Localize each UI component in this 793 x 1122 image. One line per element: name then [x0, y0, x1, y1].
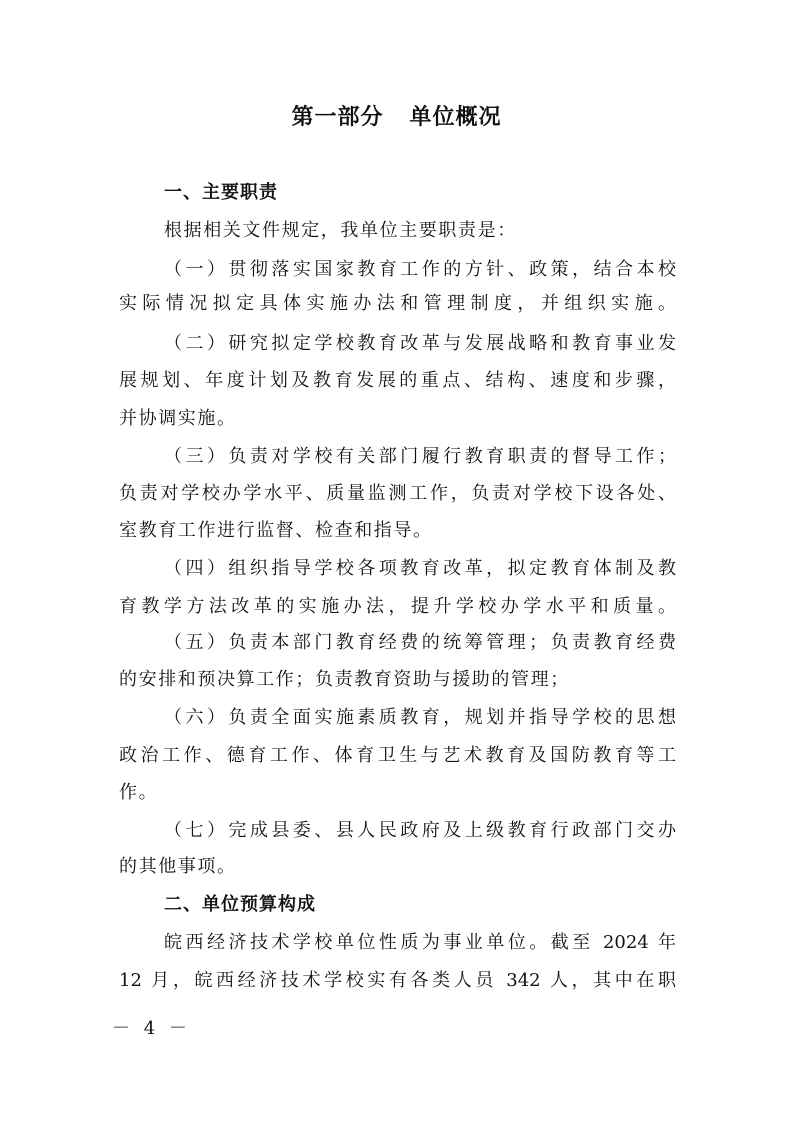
item-6-line-3: 作。 [119, 782, 159, 803]
title-part: 第一部分 [291, 105, 384, 130]
page-title [0, 101, 793, 135]
item-6-line-2: 政治工作、德育工作、体育卫生与艺术教育及国防教育等工 [119, 745, 676, 766]
item-6-line-1: （六）负责全面实施素质教育，规划并指导学校的思想 [164, 707, 676, 728]
item-3-line-3: 室教育工作进行监督、检查和指导。 [119, 520, 433, 541]
section-heading-budget: 二、单位预算构成 [164, 894, 316, 915]
item-1-line-1: （一）贯彻落实国家教育工作的方针、政策，结合本校 [164, 259, 676, 280]
item-4-line-1: （四）组织指导学校各项教育改革，拟定教育体制及教 [164, 558, 676, 579]
item-5-line-1: （五）负责本部门教育经费的统筹管理；负责教育经费 [164, 632, 676, 653]
title-name: 单位概况 [409, 105, 502, 130]
budget-line-2: 12 月，皖西经济技术学校实有各类人员 342 人，其中在职 [119, 970, 676, 991]
item-7-line-2: 的其他事项。 [119, 856, 237, 877]
item-1-line-2: 实际情况拟定具体实施办法和管理制度，并组织实施。 [119, 293, 676, 314]
intro-paragraph: 根据相关文件规定，我单位主要职责是： [164, 220, 517, 241]
item-2-line-3: 并协调实施。 [119, 408, 237, 429]
item-4-line-2: 育教学方法改革的实施办法，提升学校办学水平和质量。 [119, 596, 676, 617]
section-heading-duties: 一、主要职责 [164, 182, 278, 203]
item-3-line-2: 负责对学校办学水平、质量监测工作，负责对学校下设各处、 [119, 483, 676, 504]
item-7-line-1: （七）完成县委、县人民政府及上级教育行政部门交办 [164, 820, 676, 841]
item-3-line-1: （三）负责对学校有关部门履行教育职责的督导工作； [164, 446, 676, 467]
item-2-line-1: （二）研究拟定学校教育改革与发展战略和教育事业发 [164, 333, 676, 354]
item-5-line-2: 的安排和预决算工作；负责教育资助与援助的管理； [119, 669, 570, 690]
item-2-line-2: 展规划、年度计划及教育发展的重点、结构、速度和步骤， [119, 370, 676, 391]
budget-line-1: 皖西经济技术学校单位性质为事业单位。截至 2024 年 [164, 932, 676, 953]
page-number: － 4 － [112, 1018, 191, 1039]
